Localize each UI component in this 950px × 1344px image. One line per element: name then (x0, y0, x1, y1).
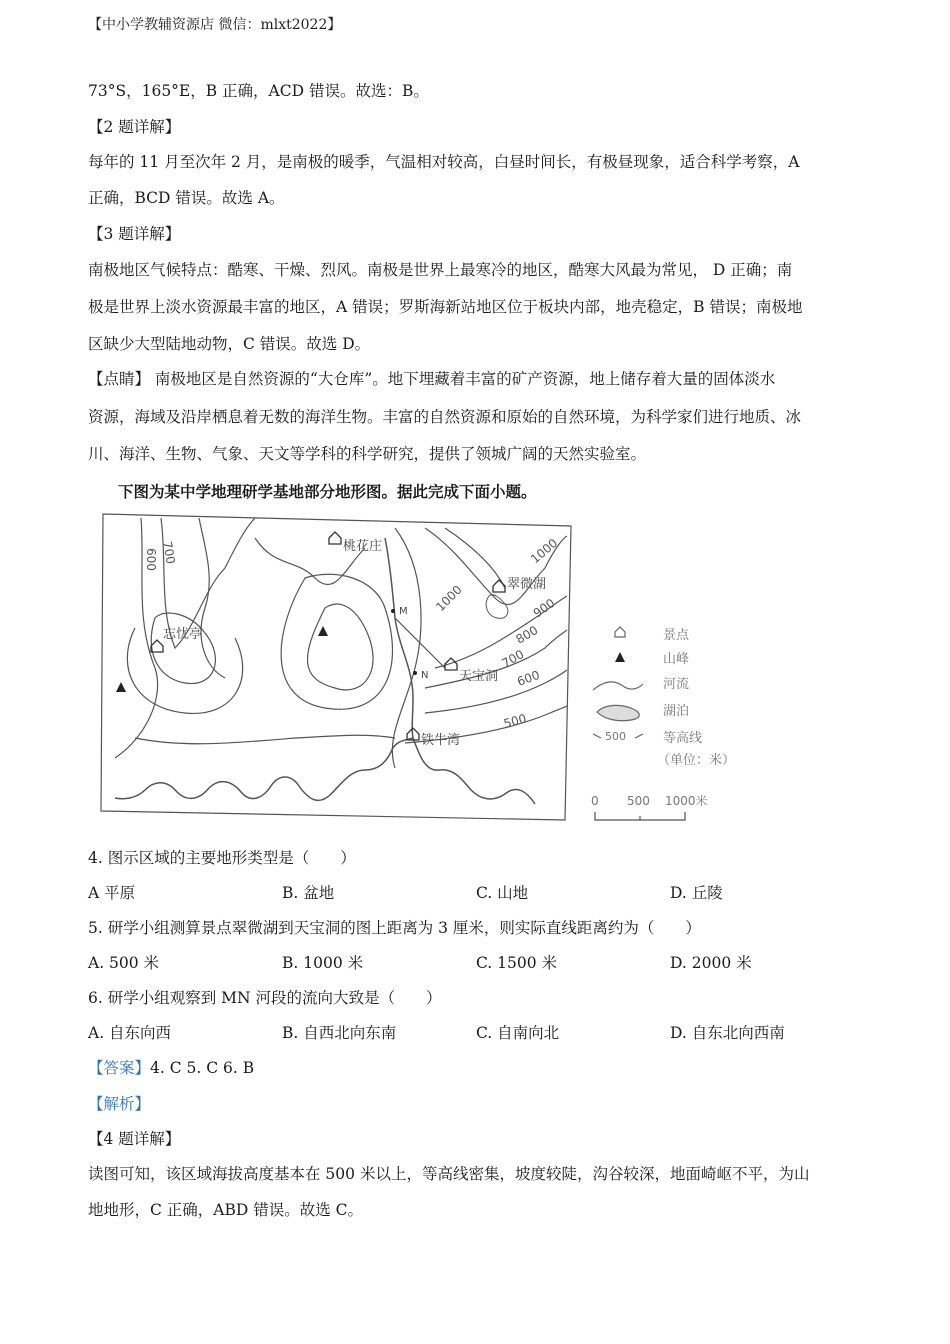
place-label: 桃花庄 (343, 539, 383, 554)
text-line: 资源，海域及沿岸栖息着无数的海洋生物。丰富的自然资源和原始的自然环境，为科学家们进行地质、冰 (88, 408, 802, 426)
map-legend (593, 627, 643, 738)
peak-icon (615, 652, 625, 662)
contour-legend-line (593, 734, 601, 738)
text-line: 73°S，165°E，B 正确，ACD 错误。故选：B。 (88, 82, 429, 100)
text-line: 川、海洋、生物、气象、天文等学科的科学研究，提供了领城广阔的天然实验室。 (88, 445, 647, 463)
q6-option-c: C. 自南向北 (476, 1024, 560, 1042)
analysis-label: 【解析】 (88, 1095, 151, 1113)
text-line: 【点睛】 南极地区是自然资源的“大仓库”。地下埋藏着丰富的矿产资源，地上储存着大量的固体淡水 (88, 370, 776, 388)
peak-icon (116, 682, 126, 692)
legend-label: 景点 (663, 628, 690, 643)
lake-legend-shape (597, 705, 639, 720)
contour-label: 1000 (527, 535, 561, 567)
point-label: M (399, 606, 408, 617)
contour-line (308, 604, 374, 690)
contour-line (151, 613, 215, 684)
contour-label: 500 (502, 711, 528, 731)
contour-label: 600 (515, 667, 542, 689)
q4-option-a: A 平原 (88, 884, 136, 902)
place-label: 忘忧亭 (163, 627, 203, 642)
q4-option-d: D. 丘陵 (670, 884, 723, 902)
place-label: 翠微湖 (507, 577, 547, 592)
map-intro: 下图为某中学地理研学基地部分地形图。据此完成下面小题。 (118, 483, 537, 501)
point-label: N (421, 670, 429, 681)
contour-line (445, 528, 505, 588)
legend-label: 500 (605, 730, 626, 743)
scale-bar (595, 812, 685, 820)
section-heading-q3: 【3 题详解】 (88, 225, 181, 243)
question-4-stem: 4. 图示区域的主要地形类型是（ ） (88, 849, 356, 867)
scenic-spot-icon (329, 532, 341, 544)
answer-label: 【答案】 (88, 1059, 151, 1077)
text-line: 南极地区气候特点：酷寒、干燥、烈风。南极是世界上最寒冷的地区，酷寒大风最为常见， D 正确；南 (88, 261, 793, 279)
scale-label: 0 (591, 794, 599, 808)
question-6-stem: 6. 研学小组观察到 MN 河段的流向大致是（ ） (88, 989, 442, 1007)
q5-option-d: D. 2000 米 (670, 954, 752, 972)
contour-label: 700 (499, 647, 527, 671)
text-line: 极是世界上淡水资源最丰富的地区，A 错误；罗斯海新站地区位于板块内部，地壳稳定，B 错误；南极地 (88, 298, 803, 316)
page-header: 【中小学教辅资源店 微信：mlxt2022】 (88, 17, 342, 33)
legend-label: 河流 (663, 677, 690, 692)
q6-option-d: D. 自东北向西南 (670, 1024, 785, 1042)
section-heading-q2: 【2 题详解】 (88, 118, 181, 136)
contour-label: 600 (144, 548, 158, 571)
contour-label: 1000 (433, 582, 465, 615)
point-m (391, 609, 395, 613)
contour-label: 800 (513, 623, 541, 647)
river (395, 618, 445, 668)
scenic-spot-icon (151, 640, 163, 652)
answer-line (88, 1058, 868, 1078)
river-legend-line (593, 682, 643, 690)
scenic-spot-icon (445, 658, 457, 670)
answer-text: 4. C 5. C 6. B (150, 1059, 255, 1077)
contour-label: 900 (530, 595, 558, 621)
contour-label: 700 (160, 540, 178, 566)
contour-line (199, 518, 225, 678)
text-line: 地地形，C 正确，ABD 错误。故选 C。 (88, 1201, 364, 1219)
legend-label: 湖泊 (663, 704, 690, 719)
contour-line (135, 735, 395, 744)
q4-option-b: B. 盆地 (282, 884, 335, 902)
peak-icon (318, 626, 328, 636)
question-5-stem: 5. 研学小组测算景点翠微湖到天宝洞的图上距离为 3 厘米，则实际直线距离约为（ ） (88, 919, 701, 937)
q4-option-c: C. 山地 (476, 884, 529, 902)
q5-option-c: C. 1500 米 (476, 954, 558, 972)
scale-label: 1000米 (665, 794, 708, 808)
scenic-spot-icon (493, 580, 505, 592)
scale-label: 500 (627, 794, 650, 808)
text-line: 读图可知，该区域海拔高度基本在 500 米以上，等高线密集，坡度较陡，沟谷较深，地面崎岖不平，为山 (88, 1165, 810, 1183)
q5-option-b: B. 1000 米 (282, 954, 364, 972)
place-label: 铁牛湾 (421, 733, 461, 748)
legend-label: 山峰 (663, 652, 690, 667)
topographic-map (95, 508, 755, 828)
point-n (413, 671, 417, 675)
text-line: 每年的 11 月至次年 2 月，是南极的暖季，气温相对较高，白昼时间长，有极昼现象，适合科学考察，A (88, 153, 800, 171)
text-line: 区缺少大型陆地动物，C 错误。故选 D。 (88, 335, 371, 353)
section-heading-q4: 【4 题详解】 (88, 1130, 181, 1148)
q5-option-a: A. 500 米 (88, 954, 160, 972)
text-line: 正确，BCD 错误。故选 A。 (88, 189, 285, 207)
legend-label: （单位：米） (657, 753, 736, 768)
contour-legend-line (635, 734, 643, 738)
scenic-spot-icon (615, 627, 625, 637)
q6-option-b: B. 自西北向东南 (282, 1024, 397, 1042)
lake-shape (486, 595, 508, 619)
q6-option-a: A. 自东向西 (88, 1024, 172, 1042)
place-label: 天宝洞 (459, 669, 499, 684)
legend-label: 等高线 (663, 731, 703, 746)
